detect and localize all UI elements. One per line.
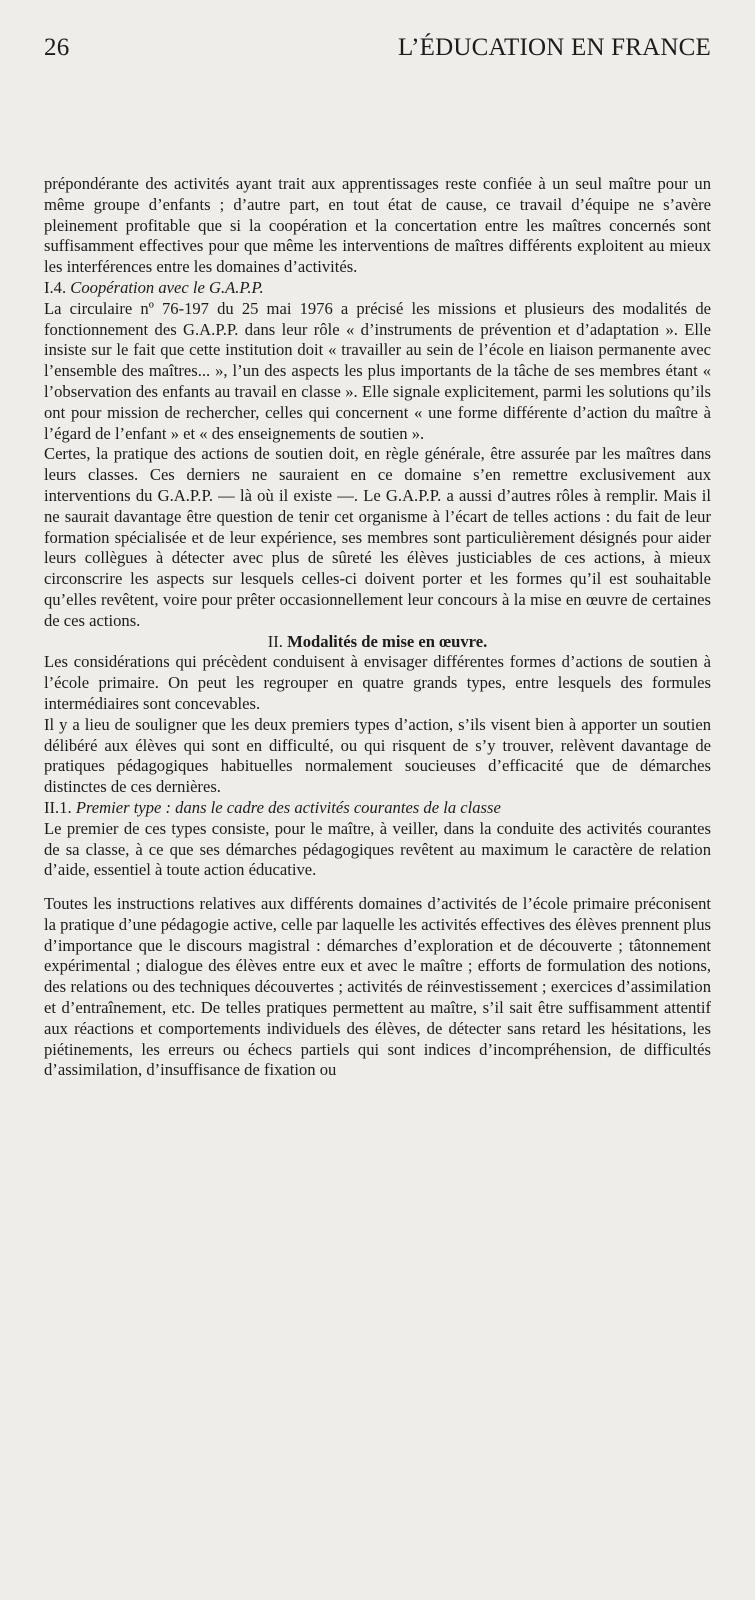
section-number: I.4. (44, 277, 67, 297)
paragraph: Certes, la pratique des actions de soutien doit, en règle générale, être assurée par les maîtres dans leurs classes. Ces derniers ne sauraient en ce domaine s’en remettre exclusivement aux interventions du G.A.P.P. — là où il existe —. Le G.A.P.P. a aussi d’autres rôles à remplir. Mais il ne saurait davantage être question de tenir cet organisme à l’écart de telles actions : du fait de leur formation spécialisée et de leur expérience, ses membres sont particulièrement désignés pour aider leurs collègues à détecter avec plus de sûreté les élèves justiciables de ces actions, à mieux circonscrire les aspects sur lesquels celles-ci doivent porter et les formes qu’il est souhaitable qu’elles revêtent, voire pour prêter occasionnellement leur concours à la mise en œuvre de certaines de ces actions. (44, 444, 711, 630)
section-title: Coopération avec le G.A.P.P. (70, 277, 264, 297)
section-heading-i4 (44, 278, 711, 299)
paragraph: Toutes les instructions relatives aux différents domaines d’activités de l’école primaire préconisent la pratique d’une pédagogie active, celle par laquelle les activités effectives des élèves prennent plus d’importance que le discours magistral : démarches d’exploration et de découverte ; tâtonnement expérimental ; dialogue des élèves entre eux et avec le maître ; efforts de formulation des notions, des relations ou des techniques découvertes ; activités de réinvestissement ; exercices d’assimilation et d’entraînement, etc. De telles pratiques permettent au maître, s’il sait être suffisamment attentif aux réactions et comportements individuels des élèves, de détecter sans retard les hésitations, les piétinements, les erreurs ou échecs partiels qui sont indices d’incompréhension, de difficultés d’assimilation, d’insuffisance de fixation ou (44, 894, 711, 1080)
section-number: II.1. (44, 797, 72, 817)
section-number: II. (267, 631, 283, 651)
section-title: Modalités de mise en œuvre. (287, 631, 488, 651)
paragraph: Il y a lieu de souligner que les deux premiers types d’action, s’ils visent bien à apporter un soutien délibéré aux élèves qui sont en difficulté, ou qui risquent de s’y trouver, relèvent davantage de pratiques pédagogiques habituelles normalement soucieuses d’efficacité que de démarches distinctes de ces dernières. (44, 714, 711, 797)
running-header (44, 34, 711, 62)
paragraph: Le premier de ces types consiste, pour le maître, à veiller, dans la conduite des activités courantes de sa classe, à ce que ses démarches pédagogiques revêtent au maximum le caractère de relation d’aide, essentiel à toute action éducative. (44, 818, 711, 880)
paragraph: prépondérante des activités ayant trait aux apprentissages reste confiée à un seul maître pour un même groupe d’enfants ; d’autre part, en tout état de cause, ce travail d’équipe ne s’avère pleinement profitable que si la coopération et la concertation entre les maîtres concernés sont suffisamment effectives pour que même les interventions de maîtres différents exploitent au mieux les interférences entre les domaines d’activités. (44, 174, 711, 277)
section-heading-ii1 (44, 798, 711, 819)
page-number: 26 (44, 34, 70, 61)
section-heading-ii (44, 632, 711, 653)
body-text (44, 174, 711, 1081)
running-title: L’ÉDUCATION EN FRANCE (397, 34, 711, 61)
paragraph: La circulaire nº 76-197 du 25 mai 1976 a précisé les missions et plusieurs des modalités de fonctionnement des G.A.P.P. dans leur rôle « d’instruments de prévention et d’adaptation ». Elle insiste sur le fait que cette institution doit « travailler au sein de l’école en liaison permanente avec l’ensemble des maîtres... », l’un des aspects les plus importants de la tâche de ses membres étant « l’observation des enfants au travail en classe ». Elle signale explicitement, parmi les solutions qu’ils ont pour mission de rechercher, celles qui concernent « une forme différente d’action du maître à l’égard de l’enfant » et « des enseignements de soutien ». (44, 298, 711, 443)
paragraph: Les considérations qui précèdent conduisent à envisager différentes formes d’actions de soutien à l’école primaire. On peut les regrouper en quatre grands types, entre lesquels des formules intermédiaires sont concevables. (44, 652, 711, 713)
section-title: Premier type : dans le cadre des activités courantes de la classe (75, 797, 501, 817)
